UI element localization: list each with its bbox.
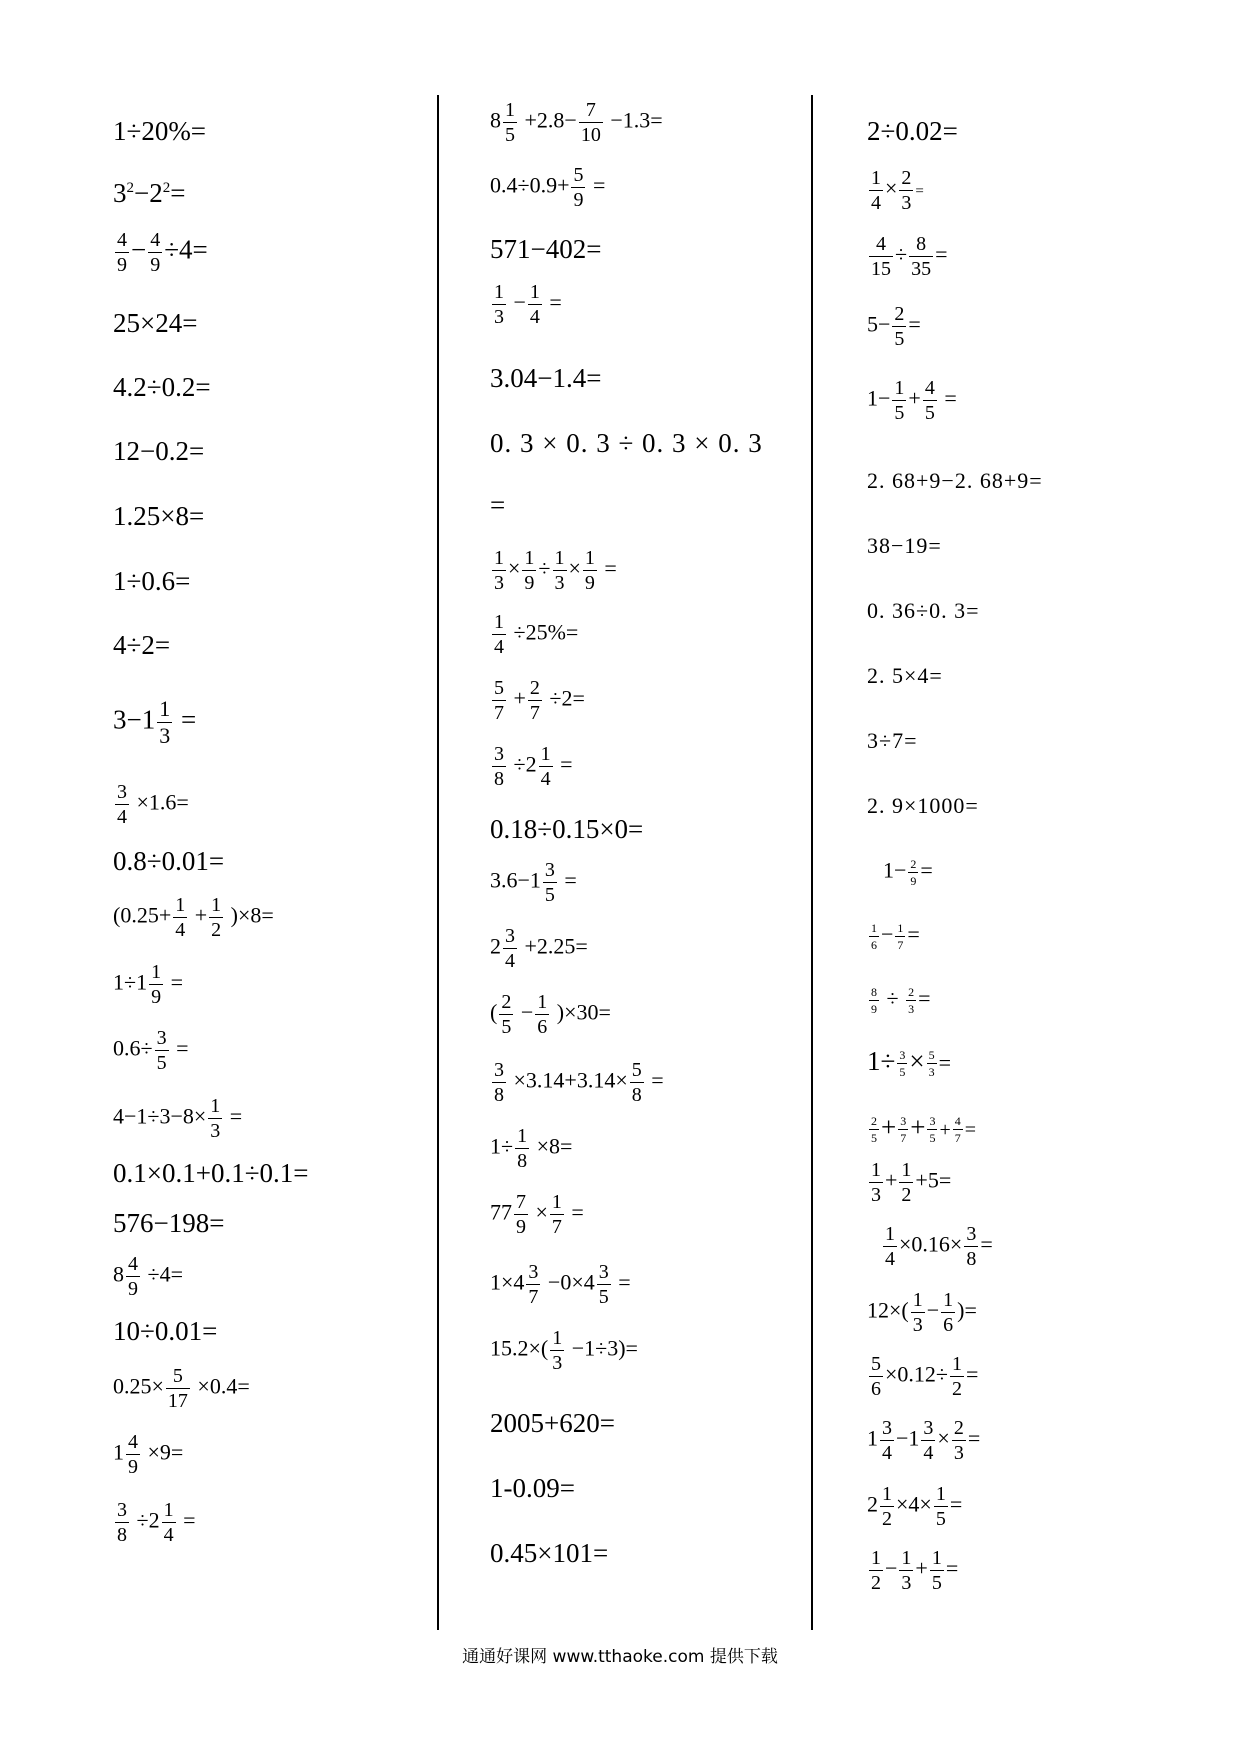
problem: 2. 5×4=	[867, 663, 943, 688]
column-1	[113, 0, 443, 1640]
problem: 10÷0.01=	[113, 1316, 218, 1346]
problem: $\frac{3}{8}$ ×3.14+3.14× $\frac{5}{8}$ =	[494, 1059, 664, 1106]
problem: $\frac{1}{2}$ − $\frac{1}{3}$ + $\frac{1}{5}$ =	[871, 1547, 959, 1594]
problem: 1÷ $\frac{1}{8}$ ×8=	[490, 1125, 573, 1172]
problem: 2÷0.02=	[867, 116, 958, 146]
problem: 4−1÷3−8× $\frac{1}{3}$ =	[113, 1095, 243, 1142]
problem: $\frac{2}{5}$ + $\frac{3}{7}$ + $\frac{3}{5}$ + $\frac{4}{7}$ =	[871, 1112, 977, 1146]
problem: 3.6−1 $\frac{3}{5}$ =	[490, 859, 577, 906]
problem: $\frac{1}{4}$ × $\frac{2}{3}$ =	[871, 167, 924, 214]
problem: $\frac{1}{3}$ − $\frac{1}{4}$ =	[494, 281, 562, 328]
footer-credit: 通通好课网 www.tthaoke.com 提供下载	[462, 1647, 778, 1667]
column-3	[867, 0, 1197, 1640]
problem: 1− $\frac{1}{5}$ + $\frac{4}{5}$ =	[867, 377, 957, 424]
problem: 8 $\frac{4}{9}$ ÷4=	[113, 1253, 183, 1300]
problem: 2005+620=	[490, 1408, 615, 1438]
problem: $\frac{3}{8}$ ÷2 $\frac{1}{4}$ =	[117, 1499, 196, 1546]
problem: 12×( $\frac{1}{3}$ − $\frac{1}{6}$ )=	[867, 1289, 977, 1336]
problem: 1-0.09=	[490, 1473, 575, 1503]
problem: 1 $\frac{4}{9}$ ×9=	[113, 1431, 184, 1478]
problem: 571−402=	[490, 234, 602, 264]
problem: 1÷ $\frac{3}{5}$ × $\frac{5}{3}$ =	[867, 1046, 951, 1080]
problem: $\frac{8}{9}$ ÷ $\frac{2}{3}$ =	[871, 985, 931, 1016]
problem: $\frac{4}{9}$ − $\frac{4}{9}$ ÷4=	[117, 229, 208, 276]
problem: $\frac{1}{4}$ ×0.16× $\frac{3}{8}$ =	[885, 1223, 993, 1270]
problem: $\frac{1}{3}$ + $\frac{1}{2}$ +5=	[871, 1159, 952, 1206]
problem: 1÷0.6=	[113, 566, 191, 596]
problem: 576−198=	[113, 1208, 225, 1238]
problem: 2 $\frac{1}{2}$ ×4× $\frac{1}{5}$ =	[867, 1483, 963, 1530]
problem: 25×24=	[113, 308, 198, 338]
problem: 0.8÷0.01=	[113, 846, 225, 876]
problem: 0. 3 × 0. 3 ÷ 0. 3 × 0. 3	[490, 428, 763, 458]
problem: 3.04−1.4=	[490, 363, 602, 393]
problem: $\frac{3}{8}$ ÷2 $\frac{1}{4}$ =	[494, 743, 573, 790]
problem: 8 $\frac{1}{5}$ +2.8− $\frac{7}{10}$ −1.3=	[490, 99, 663, 146]
problem: 38−19=	[867, 533, 942, 558]
problem: 3÷7=	[867, 728, 918, 753]
problem: $\frac{1}{6}$ − $\frac{1}{7}$ =	[871, 921, 920, 952]
problem: 12−0.2=	[113, 436, 205, 466]
problem: $\frac{5}{6}$ ×0.12÷ $\frac{1}{2}$ =	[871, 1353, 979, 1400]
problem: (0.25+ $\frac{1}{4}$ + $\frac{1}{2}$ )×8=	[113, 894, 274, 941]
problem: 0.6÷ $\frac{3}{5}$ =	[113, 1027, 189, 1074]
problem: 1 $\frac{3}{4}$ −1 $\frac{3}{4}$ × $\frac{2}{3}$ =	[867, 1417, 981, 1464]
column-2	[490, 0, 820, 1640]
problem: 2 $\frac{3}{4}$ +2.25=	[490, 925, 588, 972]
problem: 0.1×0.1+0.1÷0.1=	[113, 1158, 309, 1188]
problem: $\frac{4}{15}$ ÷ $\frac{8}{35}$ =	[871, 233, 948, 280]
problem: ( $\frac{2}{5}$ − $\frac{1}{6}$ )×30=	[490, 991, 611, 1038]
problem: $\frac{1}{4}$ ÷25%=	[494, 611, 579, 658]
problem: 1×4 $\frac{3}{7}$ −0×4 $\frac{3}{5}$ =	[490, 1261, 631, 1308]
problem: $\frac{5}{7}$ + $\frac{2}{7}$ ÷2=	[494, 677, 585, 724]
problem: 5− $\frac{2}{5}$ =	[867, 303, 921, 350]
problem: 0.25× $\frac{5}{17}$ ×0.4=	[113, 1365, 250, 1412]
problem: 15.2×( $\frac{1}{3}$ −1÷3)=	[490, 1327, 638, 1374]
problem-continued: =	[490, 490, 506, 520]
problem: 0.18÷0.15×0=	[490, 814, 644, 844]
problem: $\frac{1}{3}$ × $\frac{1}{9}$ ÷ $\frac{1}{3}$ × $\frac{1}{9}$ =	[494, 547, 617, 594]
problem: 1.25×8=	[113, 501, 205, 531]
problem: 0. 36÷0. 3=	[867, 598, 980, 623]
problem: 0.45×101=	[490, 1538, 609, 1568]
problem: 1÷20%=	[113, 116, 207, 146]
problem: 2. 68+9−2. 68+9=	[867, 468, 1043, 493]
problem: 4÷2=	[113, 630, 171, 660]
problem: 2. 9×1000=	[867, 793, 979, 818]
problem: 1÷1 $\frac{1}{9}$ =	[113, 961, 183, 1008]
problem: 4.2÷0.2=	[113, 372, 211, 402]
problem: $3^2-2^2=$	[113, 178, 186, 208]
problem: 77 $\frac{7}{9}$ × $\frac{1}{7}$ =	[490, 1191, 584, 1238]
problem: 3−1 $\frac{1}{3}$ =	[113, 696, 197, 748]
problem: $\frac{3}{4}$ ×1.6=	[117, 781, 189, 828]
problem: 1− $\frac{2}{9}$ =	[883, 857, 933, 888]
problem: 0.4÷0.9+ $\frac{5}{9}$ =	[490, 164, 606, 211]
